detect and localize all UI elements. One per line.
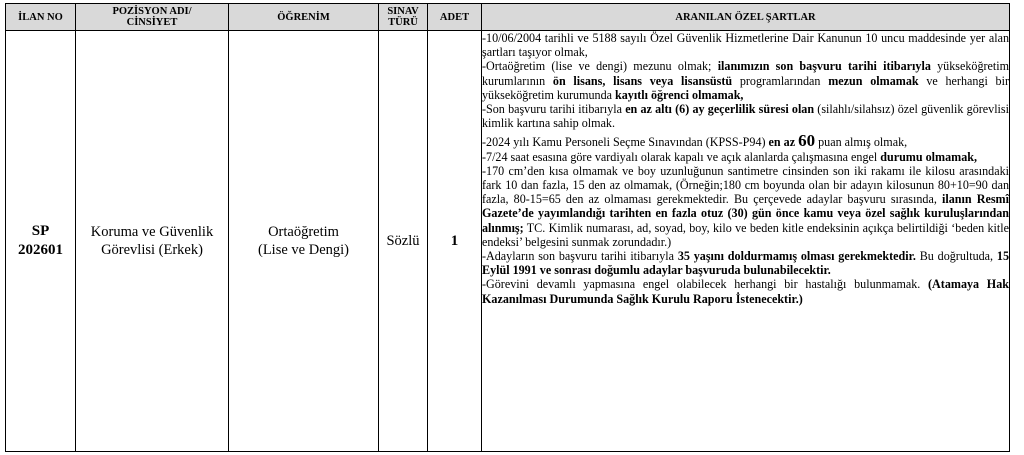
req-7-b: 35 yaşını doldurmamış olması gerekmektedir. (677, 249, 916, 264)
position-line2: Görevlisi (Erkek) (101, 242, 203, 258)
requirement-1 (482, 31, 1009, 59)
req-5-a: -7/24 saat esasına göre vardiyalı olarak kapalı ve açık alanlarda çalışmasına engel (482, 149, 881, 164)
posting-code-line2: 202601 (18, 242, 63, 258)
header-ilan-no: İLAN NO (6, 4, 76, 31)
req-2-d: ön lisans, lisans veya lisansüstü (552, 73, 733, 88)
education-level (229, 31, 379, 452)
requirement-8 (482, 277, 1009, 305)
req-2-e: programlarından (732, 73, 829, 88)
req-7-c: Bu doğrultuda, (915, 249, 997, 264)
education-line2: (Lise ve Dengi) (258, 242, 349, 258)
req-4-b: en az (768, 135, 799, 150)
table-row (6, 31, 1010, 452)
requirement-3 (482, 102, 1009, 130)
req-8-a: -Görevini devamlı yapmasına engel olabilecek herhangi bir hastalığı bulunmamak. (482, 277, 929, 292)
job-posting-table (5, 3, 1010, 452)
header-ozel-sartlar: ARANILAN ÖZEL ŞARTLAR (482, 4, 1010, 31)
req-2-c: yükseköğretim kurumlarının (482, 59, 1010, 88)
req-6-b: ilanın Resmî Gazete’de yayımlandığı tarihten en fazla otuz (30) gün önce kamu veya özel sağlık kuruluşlarından alınmış; (482, 192, 1009, 235)
position-name (76, 31, 229, 452)
education-line1: Ortaöğretim (268, 224, 339, 240)
req-6-c: TC. Kimlik numarası, ad, soyad, boy, kilo ve beden kitle endeksinin açıkça belirtildiği ‘beden kitle endeksi’ belgesini sunmak zorundadır.) (482, 220, 1009, 249)
req-4-d: puan almış olmak, (815, 135, 908, 150)
position-count: 1 (428, 31, 482, 452)
req-4-score: 60 (798, 131, 816, 151)
requirement-2 (482, 59, 1009, 102)
req-1-text: -10/06/2004 tarihli ve 5188 sayılı Özel Güvenlik Hizmetlerine Dair Kanunun 10 uncu maddesinde yer alan şartları taşıyor olmak, (482, 31, 1009, 60)
req-2-g: ve herhangi bir yükseköğretim kurumunda (482, 73, 1009, 102)
position-line1: Koruma ve Güvenlik (90, 224, 214, 240)
req-6-a: -170 cm’den kısa olmamak ve boy uzunluğunun santimetre cinsinden son iki rakamı ile kilosu arasındaki fark 10 dan fazla, 15 den az olmamak, (Örneğin;180 cm boyunda olan bir adayın kilosunun 80+10=90 dan fazla, 80-15=65 den az olmaması gerekmektedir. Bu çerçevede adaylar başvuru sırasında, (482, 163, 1009, 207)
exam-type: Sözlü (379, 31, 428, 452)
req-7-d: 15 Eylül 1991 ve sonrası doğumlu adaylar başvuruda bulunabilecektir. (482, 249, 1009, 278)
req-2-a: -Ortaöğretim (lise ve dengi) mezunu olmak; (482, 59, 718, 74)
header-pozisyon-line1: POZİSYON ADI/ (112, 6, 192, 17)
special-requirements (482, 31, 1010, 452)
req-7-a: -Adayların son başvuru tarihi itibarıyla (482, 249, 678, 264)
header-adet: ADET (428, 4, 482, 31)
req-3-a: -Son başvuru tarihi itibarıyla (482, 102, 626, 117)
header-sinav-line2: TÜRÜ (388, 17, 418, 28)
req-3-c: (silahlı/silahsız) özel güvenlik görevlisi kimlik kartına sahip olmak. (482, 102, 1009, 131)
header-pozisyon-line2: CİNSİYET (126, 17, 178, 28)
requirement-6 (482, 164, 1009, 249)
req-8-b: (Atamaya Hak Kazanılması Durumunda Sağlık Kurulu Raporu İstenecektir.) (482, 277, 1009, 306)
req-2-b: ilanımızın son başvuru tarihi itibarıyla (717, 59, 931, 74)
req-4-a: -2024 yılı Kamu Personeli Seçme Sınavından (KPSS-P94) (482, 135, 769, 150)
posting-code-line1: SP (31, 223, 50, 239)
header-pozisyon (76, 4, 229, 31)
header-sinav-line1: SINAV (387, 6, 419, 17)
header-ogrenim: ÖĞRENİM (229, 4, 379, 31)
table-header (6, 4, 1010, 31)
posting-code (6, 31, 76, 452)
req-2-h: kayıtlı öğrenci olmamak, (615, 87, 744, 102)
req-5-b: durumu olmamak, (880, 149, 978, 164)
req-3-b: en az altı (6) ay geçerlilik süresi olan (625, 102, 815, 117)
header-sinav-turu (379, 4, 428, 31)
requirement-4 (482, 131, 1009, 151)
requirement-5 (482, 150, 1009, 164)
req-2-f: mezun olmamak (828, 73, 919, 88)
requirement-7 (482, 249, 1009, 277)
